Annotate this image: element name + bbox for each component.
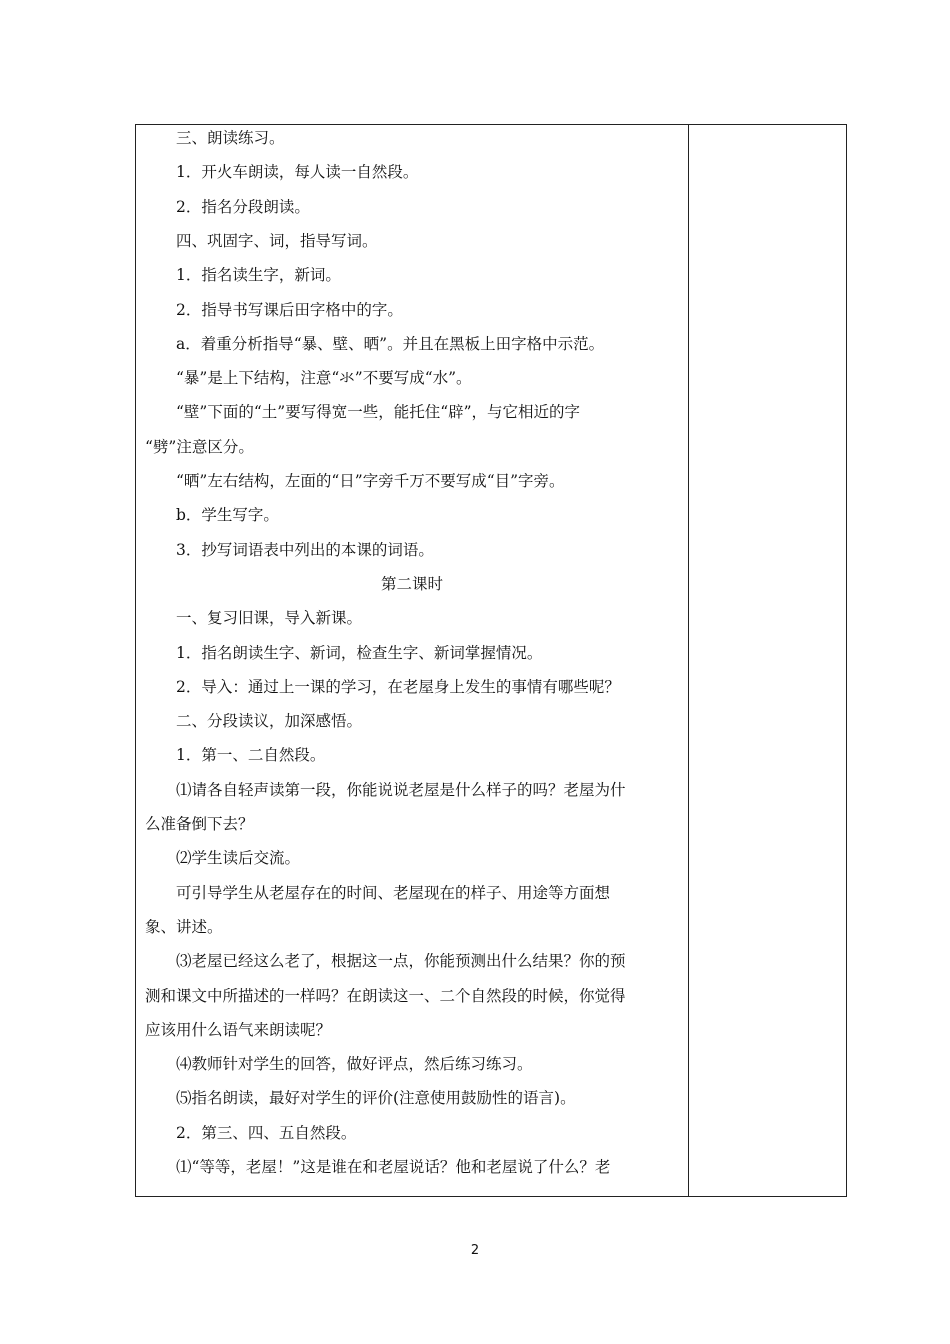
content-line: 1．指名读生字，新词。 bbox=[176, 266, 341, 285]
content-line: ⑸指名朗读，最好对学生的评价(注意使用鼓励性的语言)。 bbox=[176, 1089, 576, 1108]
content-line: “晒”左右结构，左面的“日”字旁千万不要写成“目”字旁。 bbox=[176, 472, 565, 490]
content-line: “暴”是上下结构，注意“氺”不要写成“水”。 bbox=[176, 369, 472, 388]
page-number: 2 bbox=[470, 1243, 480, 1258]
content-line: ⑴请各自轻声读第一段，你能说说老屋是什么样子的吗？老屋为什 bbox=[176, 780, 626, 799]
content-line: 2．指导书写课后田字格中的字。 bbox=[176, 300, 403, 319]
content-line: b．学生写字。 bbox=[176, 506, 279, 525]
content-line: a．着重分析指导“暴、壁、晒”。并且在黑板上田字格中示范。 bbox=[176, 334, 605, 353]
content-line: 1．第一、二自然段。 bbox=[176, 746, 326, 765]
content-line: 2．导入：通过上一课的学习，在老屋身上发生的事情有哪些呢？ bbox=[176, 677, 620, 696]
content-line: 可引导学生从老屋存在的时间、老屋现在的样子、用途等方面想 bbox=[176, 883, 611, 902]
content-line: ⑴“等等，老屋！”这是谁在和老屋说话？他和老屋说了什么？老 bbox=[176, 1158, 611, 1176]
content-line: 1．指名朗读生字、新词，检查生字、新词掌握情况。 bbox=[176, 643, 543, 662]
content-line: 2．第三、四、五自然段。 bbox=[176, 1123, 357, 1142]
content-line: “劈”注意区分。 bbox=[145, 437, 254, 456]
content-line: 象、讲述。 bbox=[145, 917, 223, 936]
section-heading: 第二课时 bbox=[380, 574, 443, 593]
content-line: ⑷教师针对学生的回答，做好评点，然后练习练习。 bbox=[176, 1055, 533, 1074]
lesson-plan-table bbox=[135, 124, 847, 1197]
content-line: ⑶老屋已经这么老了，根据这一点，你能预测出什么结果？你的预 bbox=[176, 952, 626, 971]
content-line: 么准备倒下去？ bbox=[145, 815, 254, 833]
content-line: 四、巩固字、词，指导写词。 bbox=[176, 231, 378, 250]
content-line: 二、分段读议，加深感悟。 bbox=[176, 712, 363, 731]
column-divider bbox=[688, 125, 689, 1196]
content-line: 3．抄写词语表中列出的本课的词语。 bbox=[176, 540, 434, 559]
content-line: 一、复习旧课，导入新课。 bbox=[176, 609, 363, 628]
content-line: “壁”下面的“土”要写得宽一些，能托住“辟”，与它相近的字 bbox=[176, 403, 581, 422]
content-line: 1．开火车朗读，每人读一自然段。 bbox=[176, 163, 419, 182]
content-line: 应该用什么语气来朗读呢？ bbox=[145, 1020, 332, 1039]
content-line: 三、朗读练习。 bbox=[176, 129, 285, 147]
content-line: 2．指名分段朗读。 bbox=[176, 197, 310, 216]
content-line: ⑵学生读后交流。 bbox=[176, 849, 301, 868]
content-line: 测和课文中所描述的一样吗？在朗读这一、二个自然段的时候，你觉得 bbox=[145, 986, 626, 1005]
lesson-content-cell bbox=[145, 125, 679, 1196]
